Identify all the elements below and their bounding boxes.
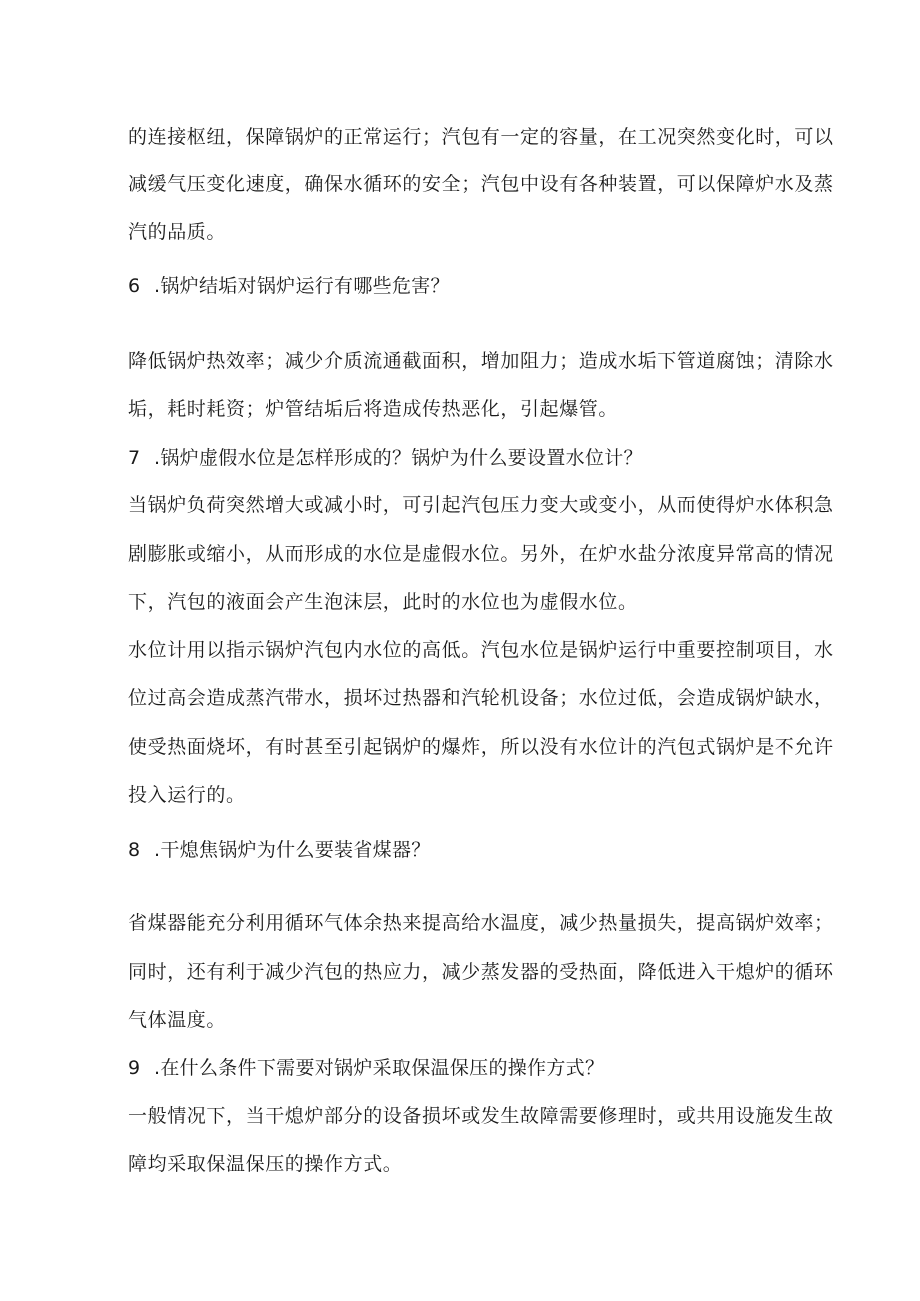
answer-line: 垢，耗时耗资；炉管结垢后将造成传热恶化，引起爆管。: [128, 398, 619, 420]
answer-line: 省煤器能充分利用循环气体余热来提高给水温度，减少热量损失，提高锅炉效率；: [128, 912, 834, 934]
question-heading-9: [128, 1056, 808, 1080]
answer-line: 障均采取保温保压的操作方式。: [128, 1153, 403, 1175]
answer-line: 气体温度。: [128, 1009, 227, 1031]
answer-line: 同时，还有利于减少汽包的热应力，减少蒸发器的受热面，降低进入干熄炉的循环: [128, 961, 834, 983]
question-number: 9: [128, 1057, 141, 1079]
answer-line: 投入运行的。: [128, 784, 246, 806]
question-text: .干熄焦锅炉为什么要装省煤器？: [154, 839, 431, 861]
answer-line: 当锅炉负荷突然增大或减小时，可引起汽包压力变大或变小，从而使得炉水体积急: [128, 494, 834, 516]
paragraph-line: 减缓气压变化速度，确保水循环的安全；汽包中设有各种装置，可以保障炉水及蒸: [128, 173, 834, 195]
paragraph-line: 汽的品质。: [128, 221, 227, 243]
question-text: .锅炉结垢对锅炉运行有哪些危害？: [154, 275, 450, 297]
answer-line: 使受热面烧坏，有时甚至引起锅炉的爆炸，所以没有水位计的汽包式锅炉是不允许: [128, 736, 834, 758]
answer-line: 一般情况下，当干熄炉部分的设备损坏或发生故障需要修理时，或共用设施发生故: [128, 1105, 834, 1127]
question-number: 6: [128, 275, 141, 297]
paragraph-line: 的连接枢纽，保障锅炉的正常运行；汽包有一定的容量，在工况突然变化时，可以: [128, 126, 834, 148]
question-number: 7: [128, 447, 141, 469]
answer-line: 位过高会造成蒸汽带水，损坏过热器和汽轮机设备；水位过低，会造成锅炉缺水，: [128, 687, 834, 709]
question-heading-6: [128, 274, 808, 298]
answer-line: 剧膨胀或缩小，从而形成的水位是虚假水位。另外，在炉水盐分浓度异常高的情况: [128, 543, 834, 565]
question-heading-7: [128, 446, 808, 470]
question-text: .在什么条件下需要对锅炉采取保温保压的操作方式？: [154, 1057, 605, 1079]
answer-line: 水位计用以指示锅炉汽包内水位的高低。汽包水位是锅炉运行中重要控制项目，水: [128, 639, 834, 661]
question-heading-8: [128, 838, 808, 862]
question-text: .锅炉虚假水位是怎样形成的？锅炉为什么要设置水位计？: [154, 447, 643, 469]
answer-line: 降低锅炉热效率；减少介质流通截面积，增加阻力；造成水垢下管道腐蚀；清除水: [128, 350, 834, 372]
answer-line: 下，汽包的液面会产生泡沫层，此时的水位也为虚假水位。: [128, 591, 638, 613]
question-number: 8: [128, 839, 141, 861]
